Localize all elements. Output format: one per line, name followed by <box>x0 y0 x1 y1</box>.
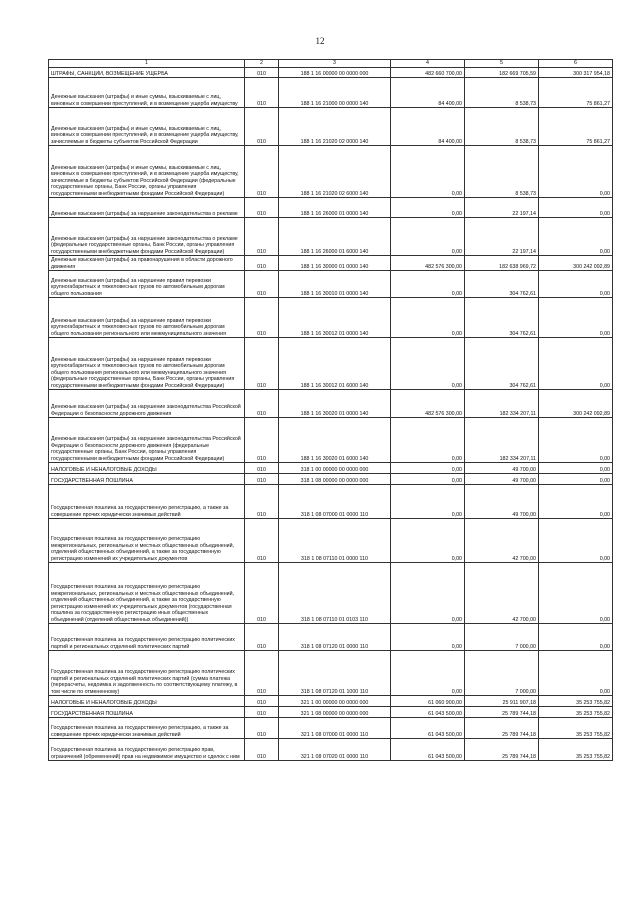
table-row <box>49 739 613 761</box>
row-not-executed-amount: 0,00 <box>539 651 613 696</box>
row-approved-amount: 0,00 <box>391 146 465 198</box>
row-not-executed-amount: 0,00 <box>539 418 613 463</box>
row-line-code: 010 <box>245 485 279 519</box>
row-income-code: 318 1 08 07110 01 0103 110 <box>279 563 391 624</box>
row-line-code: 010 <box>245 298 279 338</box>
row-not-executed-amount: 300 317 954,18 <box>539 68 613 78</box>
row-name: Денежные взыскания (штрафы) за правонарушения в области дорожного движения <box>49 256 245 271</box>
row-line-code: 010 <box>245 418 279 463</box>
column-header: 4 <box>391 60 465 68</box>
row-not-executed-amount: 0,00 <box>539 624 613 651</box>
row-approved-amount: 84 400,00 <box>391 108 465 146</box>
row-approved-amount: 61 060 900,00 <box>391 696 465 707</box>
row-line-code: 010 <box>245 718 279 739</box>
row-not-executed-amount: 0,00 <box>539 198 613 218</box>
row-name: НАЛОГОВЫЕ И НЕНАЛОГОВЫЕ ДОХОДЫ <box>49 696 245 707</box>
row-approved-amount: 0,00 <box>391 651 465 696</box>
row-income-code: 321 1 00 00000 00 0000 000 <box>279 696 391 707</box>
table-row <box>49 298 613 338</box>
row-line-code: 010 <box>245 68 279 78</box>
row-approved-amount: 0,00 <box>391 463 465 474</box>
row-line-code: 010 <box>245 519 279 563</box>
table-header-row <box>49 60 613 68</box>
row-income-code: 188 1 16 21020 02 6000 140 <box>279 146 391 198</box>
row-line-code: 010 <box>245 739 279 761</box>
row-income-code: 188 1 16 30020 01 6000 140 <box>279 418 391 463</box>
row-income-code: 188 1 16 30012 01 0000 140 <box>279 298 391 338</box>
row-name: Денежные взыскания (штрафы) за нарушение законодательства Российской Федерации о безопасности дорожного движения <box>49 390 245 418</box>
row-not-executed-amount: 75 861,27 <box>539 78 613 108</box>
row-income-code: 188 1 16 30020 01 0000 140 <box>279 390 391 418</box>
table-row <box>49 463 613 474</box>
table-row <box>49 338 613 390</box>
row-income-code: 318 1 08 07000 01 0000 110 <box>279 485 391 519</box>
row-name: Денежные взыскания (штрафы) и иные суммы, взыскиваемые с лиц, виновных в совершении преступлений, и в возмещение ущерба имуществу <box>49 78 245 108</box>
row-not-executed-amount: 0,00 <box>539 474 613 485</box>
row-not-executed-amount: 0,00 <box>539 271 613 298</box>
row-income-code: 318 1 00 00000 00 0000 000 <box>279 463 391 474</box>
row-executed-amount: 49 700,00 <box>465 474 539 485</box>
row-line-code: 010 <box>245 198 279 218</box>
table-row <box>49 418 613 463</box>
row-name: Государственная пошлина за государственную регистрацию прав, ограничений (обременений) прав на недвижимое имущество и сделок с ним <box>49 739 245 761</box>
row-income-code: 188 1 16 26000 01 0000 140 <box>279 198 391 218</box>
row-not-executed-amount: 300 242 092,89 <box>539 256 613 271</box>
row-income-code: 188 1 16 21020 02 0000 140 <box>279 108 391 146</box>
row-line-code: 010 <box>245 651 279 696</box>
row-not-executed-amount: 0,00 <box>539 485 613 519</box>
row-income-code: 321 1 08 07020 01 0000 110 <box>279 739 391 761</box>
row-not-executed-amount: 0,00 <box>539 298 613 338</box>
row-not-executed-amount: 75 861,27 <box>539 108 613 146</box>
row-income-code: 188 1 16 26000 01 6000 140 <box>279 218 391 256</box>
row-name: Денежные взыскания (штрафы) за нарушение правил перевозки крупногабаритных и тяжеловесных грузов по автомобильным дорогам общего пользования регионального или межмуниципального значения (федеральные государственные органы, Банк России, органы управления государственными внебюджетными фондами Российской Федерации) <box>49 338 245 390</box>
row-not-executed-amount: 0,00 <box>539 463 613 474</box>
row-income-code: 188 1 16 30012 01 6000 140 <box>279 338 391 390</box>
row-income-code: 188 1 16 21000 00 0000 140 <box>279 78 391 108</box>
row-executed-amount: 8 538,73 <box>465 108 539 146</box>
row-line-code: 010 <box>245 271 279 298</box>
table-row <box>49 696 613 707</box>
row-approved-amount: 0,00 <box>391 271 465 298</box>
row-executed-amount: 304 762,61 <box>465 298 539 338</box>
row-name: ГОСУДАРСТВЕННАЯ ПОШЛИНА <box>49 474 245 485</box>
row-income-code: 318 1 08 07120 01 0000 110 <box>279 624 391 651</box>
column-header: 5 <box>465 60 539 68</box>
row-executed-amount: 25 911 907,18 <box>465 696 539 707</box>
row-name: НАЛОГОВЫЕ И НЕНАЛОГОВЫЕ ДОХОДЫ <box>49 463 245 474</box>
row-name: Денежные взыскания (штрафы) за нарушение законодательства Российской Федерации о безопасности дорожного движения (федеральные государственные органы, Банк России, органы управления государственными внебюджетными фондами Российской Федерации) <box>49 418 245 463</box>
row-executed-amount: 304 762,61 <box>465 338 539 390</box>
row-executed-amount: 25 789 744,18 <box>465 718 539 739</box>
row-approved-amount: 482 576 300,00 <box>391 256 465 271</box>
row-approved-amount: 0,00 <box>391 198 465 218</box>
table-row <box>49 718 613 739</box>
table-row <box>49 563 613 624</box>
row-income-code: 318 1 08 07120 01 1000 110 <box>279 651 391 696</box>
row-name: ШТРАФЫ, САНКЦИИ, ВОЗМЕЩЕНИЕ УЩЕРБА <box>49 68 245 78</box>
row-not-executed-amount: 0,00 <box>539 146 613 198</box>
table-row <box>49 474 613 485</box>
row-approved-amount: 0,00 <box>391 624 465 651</box>
table-row <box>49 218 613 256</box>
column-header: 6 <box>539 60 613 68</box>
row-line-code: 010 <box>245 624 279 651</box>
table-row <box>49 108 613 146</box>
row-not-executed-amount: 35 253 755,82 <box>539 696 613 707</box>
row-executed-amount: 304 762,61 <box>465 271 539 298</box>
row-line-code: 010 <box>245 563 279 624</box>
row-line-code: 010 <box>245 218 279 256</box>
row-line-code: 010 <box>245 474 279 485</box>
row-executed-amount: 182 334 207,11 <box>465 390 539 418</box>
row-name: Государственная пошлина за государственную регистрацию межрегиональных, региональных и местных общественных объединений, отделений общественных объединений, а также за государственную регистрацию изменений их учредительных документов (государственная пошлина за государственную регистрацию иных общественных объединений (отделений общественных объединений)) <box>49 563 245 624</box>
row-executed-amount: 25 789 744,18 <box>465 739 539 761</box>
row-approved-amount: 0,00 <box>391 218 465 256</box>
row-approved-amount: 0,00 <box>391 485 465 519</box>
row-name: Государственная пошлина за государственную регистрацию, а также за совершение прочих юридически значимых действий <box>49 718 245 739</box>
row-not-executed-amount: 0,00 <box>539 338 613 390</box>
row-income-code: 188 1 16 30000 01 0000 140 <box>279 256 391 271</box>
row-approved-amount: 0,00 <box>391 474 465 485</box>
table-row <box>49 198 613 218</box>
row-not-executed-amount: 35 253 755,82 <box>539 739 613 761</box>
row-name: Государственная пошлина за государственную регистрацию, а также за совершение прочих юридически значимых действий <box>49 485 245 519</box>
row-not-executed-amount: 35 253 755,82 <box>539 707 613 718</box>
column-header: 3 <box>279 60 391 68</box>
row-income-code: 188 1 16 30010 01 0000 140 <box>279 271 391 298</box>
row-approved-amount: 0,00 <box>391 298 465 338</box>
row-income-code: 321 1 08 00000 00 0000 000 <box>279 707 391 718</box>
column-header: 2 <box>245 60 279 68</box>
row-executed-amount: 8 538,73 <box>465 78 539 108</box>
table-row <box>49 256 613 271</box>
row-line-code: 010 <box>245 463 279 474</box>
row-line-code: 010 <box>245 707 279 718</box>
row-name: Денежные взыскания (штрафы) за нарушение законодательства о рекламе <box>49 198 245 218</box>
row-executed-amount: 182 334 207,11 <box>465 418 539 463</box>
row-approved-amount: 482 660 700,00 <box>391 68 465 78</box>
table-row <box>49 78 613 108</box>
row-executed-amount: 22 197,14 <box>465 218 539 256</box>
row-name: Государственная пошлина за государственную регистрацию политических партий и региональных отделений политических партий <box>49 624 245 651</box>
row-executed-amount: 49 700,00 <box>465 485 539 519</box>
row-executed-amount: 42 700,00 <box>465 563 539 624</box>
row-line-code: 010 <box>245 696 279 707</box>
row-approved-amount: 61 043 500,00 <box>391 718 465 739</box>
row-approved-amount: 0,00 <box>391 563 465 624</box>
row-approved-amount: 0,00 <box>391 519 465 563</box>
row-income-code: 321 1 08 07000 01 0000 110 <box>279 718 391 739</box>
table-row <box>49 390 613 418</box>
row-executed-amount: 49 700,00 <box>465 463 539 474</box>
table-row <box>49 271 613 298</box>
row-executed-amount: 8 538,73 <box>465 146 539 198</box>
row-approved-amount: 482 576 300,00 <box>391 390 465 418</box>
table-row <box>49 707 613 718</box>
table-row <box>49 68 613 78</box>
row-executed-amount: 182 669 705,59 <box>465 68 539 78</box>
row-executed-amount: 7 000,00 <box>465 624 539 651</box>
row-approved-amount: 84 400,00 <box>391 78 465 108</box>
row-not-executed-amount: 0,00 <box>539 563 613 624</box>
row-line-code: 010 <box>245 390 279 418</box>
table-row <box>49 624 613 651</box>
row-income-code: 318 1 08 00000 00 0000 000 <box>279 474 391 485</box>
row-line-code: 010 <box>245 78 279 108</box>
table-row <box>49 485 613 519</box>
row-income-code: 188 1 16 00000 00 0000 000 <box>279 68 391 78</box>
row-executed-amount: 182 638 969,72 <box>465 256 539 271</box>
row-executed-amount: 25 789 744,18 <box>465 707 539 718</box>
row-name: Государственная пошлина за государственную регистрацию межрегиональных, региональных и местных общественных объединений, отделений общественных объединений, а также за государственную регистрацию изменений их учредительных документов <box>49 519 245 563</box>
row-name: Денежные взыскания (штрафы) и иные суммы, взыскиваемые с лиц, виновных в совершении преступлений, и в возмещение ущерба имуществу, зачисляемые в бюджеты субъектов Российской Федерации <box>49 108 245 146</box>
row-not-executed-amount: 0,00 <box>539 218 613 256</box>
row-approved-amount: 61 043 500,00 <box>391 707 465 718</box>
row-name: Денежные взыскания (штрафы) за нарушение правил перевозки крупногабаритных и тяжеловесных грузов по автомобильным дорогам общего пользования регионального или межмуниципального значения <box>49 298 245 338</box>
table-row <box>49 146 613 198</box>
row-executed-amount: 7 000,00 <box>465 651 539 696</box>
row-approved-amount: 0,00 <box>391 418 465 463</box>
row-line-code: 010 <box>245 146 279 198</box>
table-row <box>49 651 613 696</box>
row-income-code: 318 1 08 07110 01 0000 110 <box>279 519 391 563</box>
row-name: Денежные взыскания (штрафы) за нарушение правил перевозки крупногабаритных и тяжеловесных грузов по автомобильным дорогам общего пользования <box>49 271 245 298</box>
row-approved-amount: 0,00 <box>391 338 465 390</box>
row-line-code: 010 <box>245 108 279 146</box>
page-number: 12 <box>315 36 325 46</box>
row-not-executed-amount: 300 242 092,89 <box>539 390 613 418</box>
row-not-executed-amount: 0,00 <box>539 519 613 563</box>
row-line-code: 010 <box>245 338 279 390</box>
row-approved-amount: 61 043 500,00 <box>391 739 465 761</box>
revenue-report-table <box>48 59 613 761</box>
row-name: Государственная пошлина за государственную регистрацию политических партий и региональных отделений политических партий (сумма платежа (перерасчеты, недоимка и задолженность по соответствующему платежу, в том числе по отмененному) <box>49 651 245 696</box>
table-row <box>49 519 613 563</box>
row-not-executed-amount: 35 253 755,82 <box>539 718 613 739</box>
column-header: 1 <box>49 60 245 68</box>
row-name: ГОСУДАРСТВЕННАЯ ПОШЛИНА <box>49 707 245 718</box>
row-name: Денежные взыскания (штрафы) и иные суммы, взыскиваемые с лиц, виновных в совершении преступлений, и в возмещение ущерба имуществу, зачисляемые в бюджеты субъектов Российской Федерации (федеральные государственные органы, Банк России, органы управления государственными внебюджетными фондами Российской Федерации) <box>49 146 245 198</box>
row-name: Денежные взыскания (штрафы) за нарушение законодательства о рекламе (федеральные государственные органы, Банк России, органы управления государственными внебюджетными фондами Российской Федерации) <box>49 218 245 256</box>
row-executed-amount: 42 700,00 <box>465 519 539 563</box>
row-executed-amount: 22 197,14 <box>465 198 539 218</box>
row-line-code: 010 <box>245 256 279 271</box>
